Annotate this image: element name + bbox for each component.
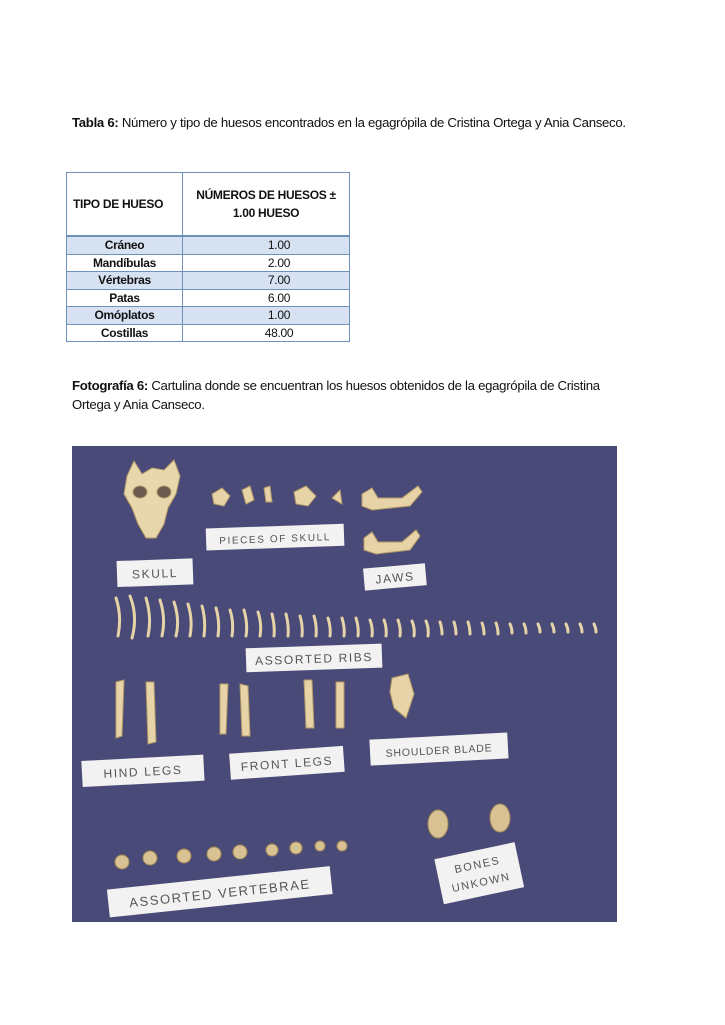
label-jaws-text: JAWS — [374, 569, 416, 587]
row-name: Cráneo — [67, 236, 183, 254]
table-row — [67, 236, 350, 254]
label-hind-legs-text: HIND LEGS — [103, 762, 183, 781]
label-front-legs-text: FRONT LEGS — [240, 753, 334, 774]
row-name: Costillas — [67, 324, 183, 342]
table-row — [67, 307, 350, 325]
label-assorted-ribs-text: ASSORTED RIBS — [254, 649, 374, 668]
photo-caption — [72, 376, 632, 414]
table-caption — [72, 113, 632, 132]
bones-photo — [72, 446, 617, 922]
header-bone-type: TIPO DE HUESO — [67, 173, 183, 237]
label-shoulder-blade-text: SHOULDER BLADE — [385, 742, 493, 760]
row-name: Mandíbulas — [67, 254, 183, 272]
bones-photo-illustration — [72, 446, 617, 922]
label-bones-unknown-line2: UNKOWN — [450, 870, 512, 896]
label-pieces-of-skull-text: PIECES OF SKULL — [219, 532, 332, 548]
label-assorted-ribs — [246, 644, 383, 673]
label-skull — [117, 558, 194, 587]
photo-caption-label: Fotografía 6: — [72, 378, 148, 393]
table-row — [67, 289, 350, 307]
table-row — [67, 324, 350, 342]
row-value: 1.00 — [183, 236, 350, 254]
row-value: 6.00 — [183, 289, 350, 307]
table-row — [67, 272, 350, 290]
row-value: 1.00 — [183, 307, 350, 325]
row-value: 48.00 — [183, 324, 350, 342]
label-skull-text: SKULL — [131, 565, 179, 582]
bones-table — [66, 172, 350, 342]
header-bone-count: NÚMEROS DE HUESOS ± 1.00 HUESO — [183, 173, 350, 237]
row-value: 2.00 — [183, 254, 350, 272]
row-name: Omóplatos — [67, 307, 183, 325]
row-name: Patas — [67, 289, 183, 307]
label-bones-unknown-line1: BONES — [453, 854, 502, 877]
table-caption-text: Número y tipo de huesos encontrados en la egagrópila de Cristina Ortega y Ania Canseco. — [118, 115, 626, 130]
row-name: Vértebras — [67, 272, 183, 290]
table-caption-label: Tabla 6: — [72, 115, 119, 130]
label-assorted-vertebrae-text: ASSORTED VERTEBRAE — [128, 876, 312, 911]
row-value: 7.00 — [183, 272, 350, 290]
table-row — [67, 254, 350, 272]
photo-caption-text: Cartulina donde se encuentran los huesos obtenidos de la egagrópila de Cristina Ortega y Ania Canseco. — [72, 378, 600, 412]
